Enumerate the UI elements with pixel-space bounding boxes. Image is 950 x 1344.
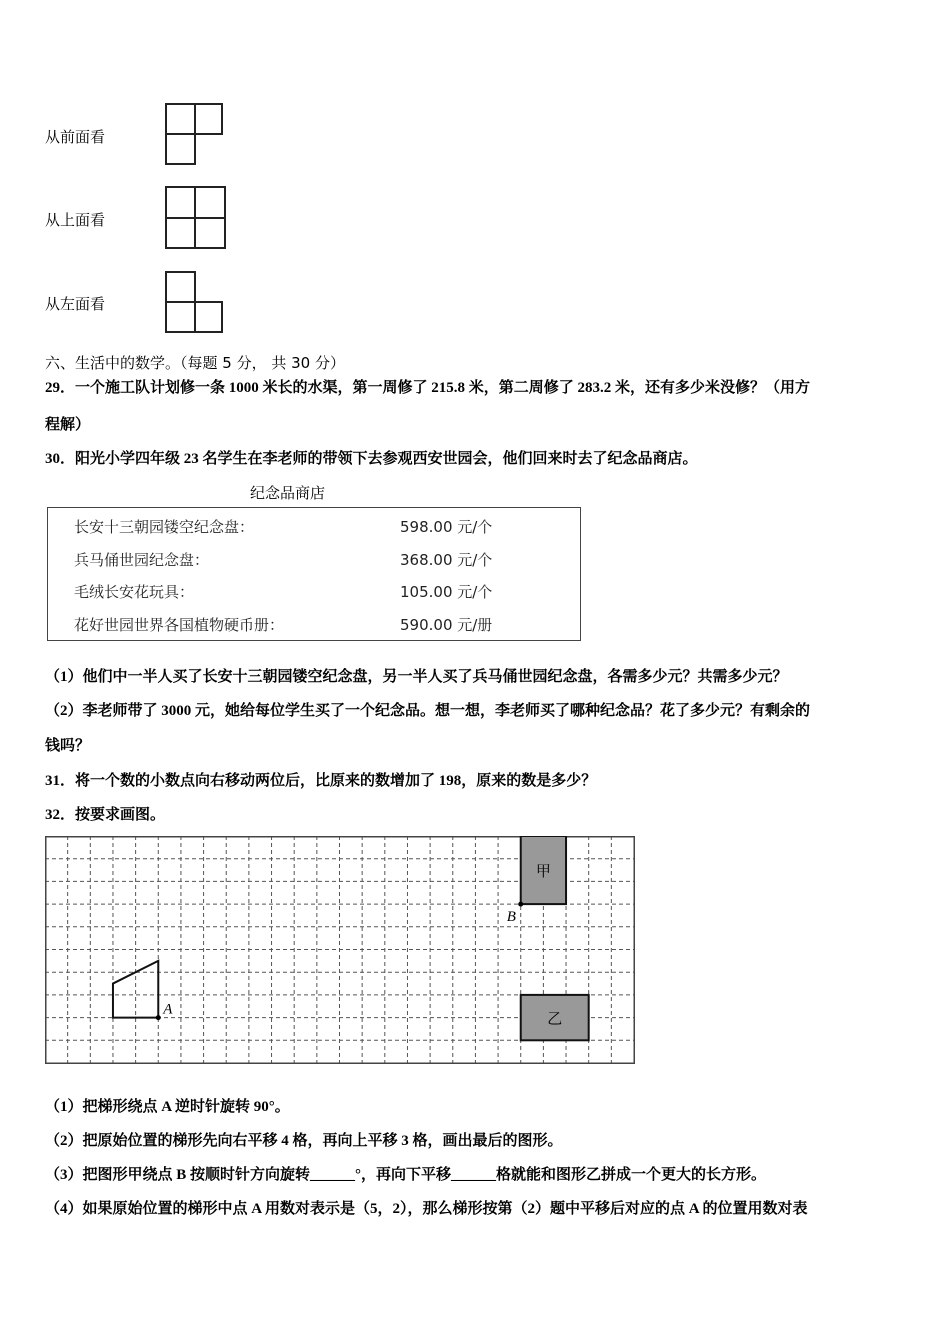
q29-text: 29．一个施工队计划修一条 1000 米长的水渠，第一周修了 215.8 米，第二周修了 283.2 米，还有多少米没修？（用方 xyxy=(45,380,811,396)
item-price: 598.00 元/个 xyxy=(400,518,493,536)
q31-text: 31．将一个数的小数点向右移动两位后，比原来的数增加了 198，原来的数是多少？ xyxy=(45,773,597,789)
item-price: 590.00 元/册 xyxy=(400,616,493,634)
top-view-icon xyxy=(162,183,230,251)
point-b-dot xyxy=(518,902,523,907)
item-name: 兵马俑世园纪念盘： xyxy=(74,551,210,569)
q29-text-cont: 程解） xyxy=(45,417,91,433)
q32-sub4: （4）如果原始位置的梯形中点 A 用数对表示是（5，2），那么梯形按第（2）题中平移后对应的点 A 的位置用数对表 xyxy=(45,1201,808,1217)
q30-sub2: （2）李老师带了 3000 元，她给每位学生买了一个纪念品。想一想，李老师买了哪种纪念品？花了多少元？有剩余的 xyxy=(45,703,811,719)
view-label-front: 从前面看 xyxy=(45,128,106,146)
item-name: 花好世园世界各国植物硬币册： xyxy=(74,616,285,634)
q32-sub1: （1）把梯形绕点 A 逆时针旋转 90°。 xyxy=(45,1099,290,1115)
section-title: 六、生活中的数学。（每题 5 分， 共 30 分） xyxy=(45,354,345,372)
item-name: 长安十三朝园镂空纪念盘： xyxy=(74,518,255,536)
front-view-icon xyxy=(162,100,226,168)
item-price: 368.00 元/个 xyxy=(400,551,493,569)
view-label-left: 从左面看 xyxy=(45,295,106,313)
point-b-label: B xyxy=(506,909,516,926)
q30-sub2-cont: 钱吗？ xyxy=(45,738,91,754)
price-list-table xyxy=(47,507,581,641)
shape-jia-label: 甲 xyxy=(535,862,551,881)
q32-sub3: （3）把图形甲绕点 B 按顺时针方向旋转______°，再向下平移______格就能和图形乙拼成一个更大的长方形。 xyxy=(45,1167,767,1183)
shape-yi-label: 乙 xyxy=(547,1009,563,1028)
point-a-dot xyxy=(156,1015,161,1020)
item-price: 105.00 元/个 xyxy=(400,583,493,601)
point-a-label: A xyxy=(163,1001,173,1018)
q30-text: 30．阳光小学四年级 23 名学生在李老师的带领下去参观西安世园会，他们回来时去了纪念品商店。 xyxy=(45,451,698,467)
q30-sub1: （1）他们中一半人买了长安十三朝园镂空纪念盘，另一半人买了兵马俑世园纪念盘，各需多少元？共需多少元？ xyxy=(45,669,788,685)
q32-text: 32．按要求画图。 xyxy=(45,807,166,823)
item-name: 毛绒长安花玩具： xyxy=(74,583,195,601)
shop-title: 纪念品商店 xyxy=(250,484,326,502)
q32-sub2: （2）把原始位置的梯形先向右平移 4 格，再向上平移 3 格，画出最后的图形。 xyxy=(45,1133,563,1149)
drawing-grid xyxy=(45,836,635,1064)
view-label-top: 从上面看 xyxy=(45,211,106,229)
left-view-icon xyxy=(162,268,226,336)
